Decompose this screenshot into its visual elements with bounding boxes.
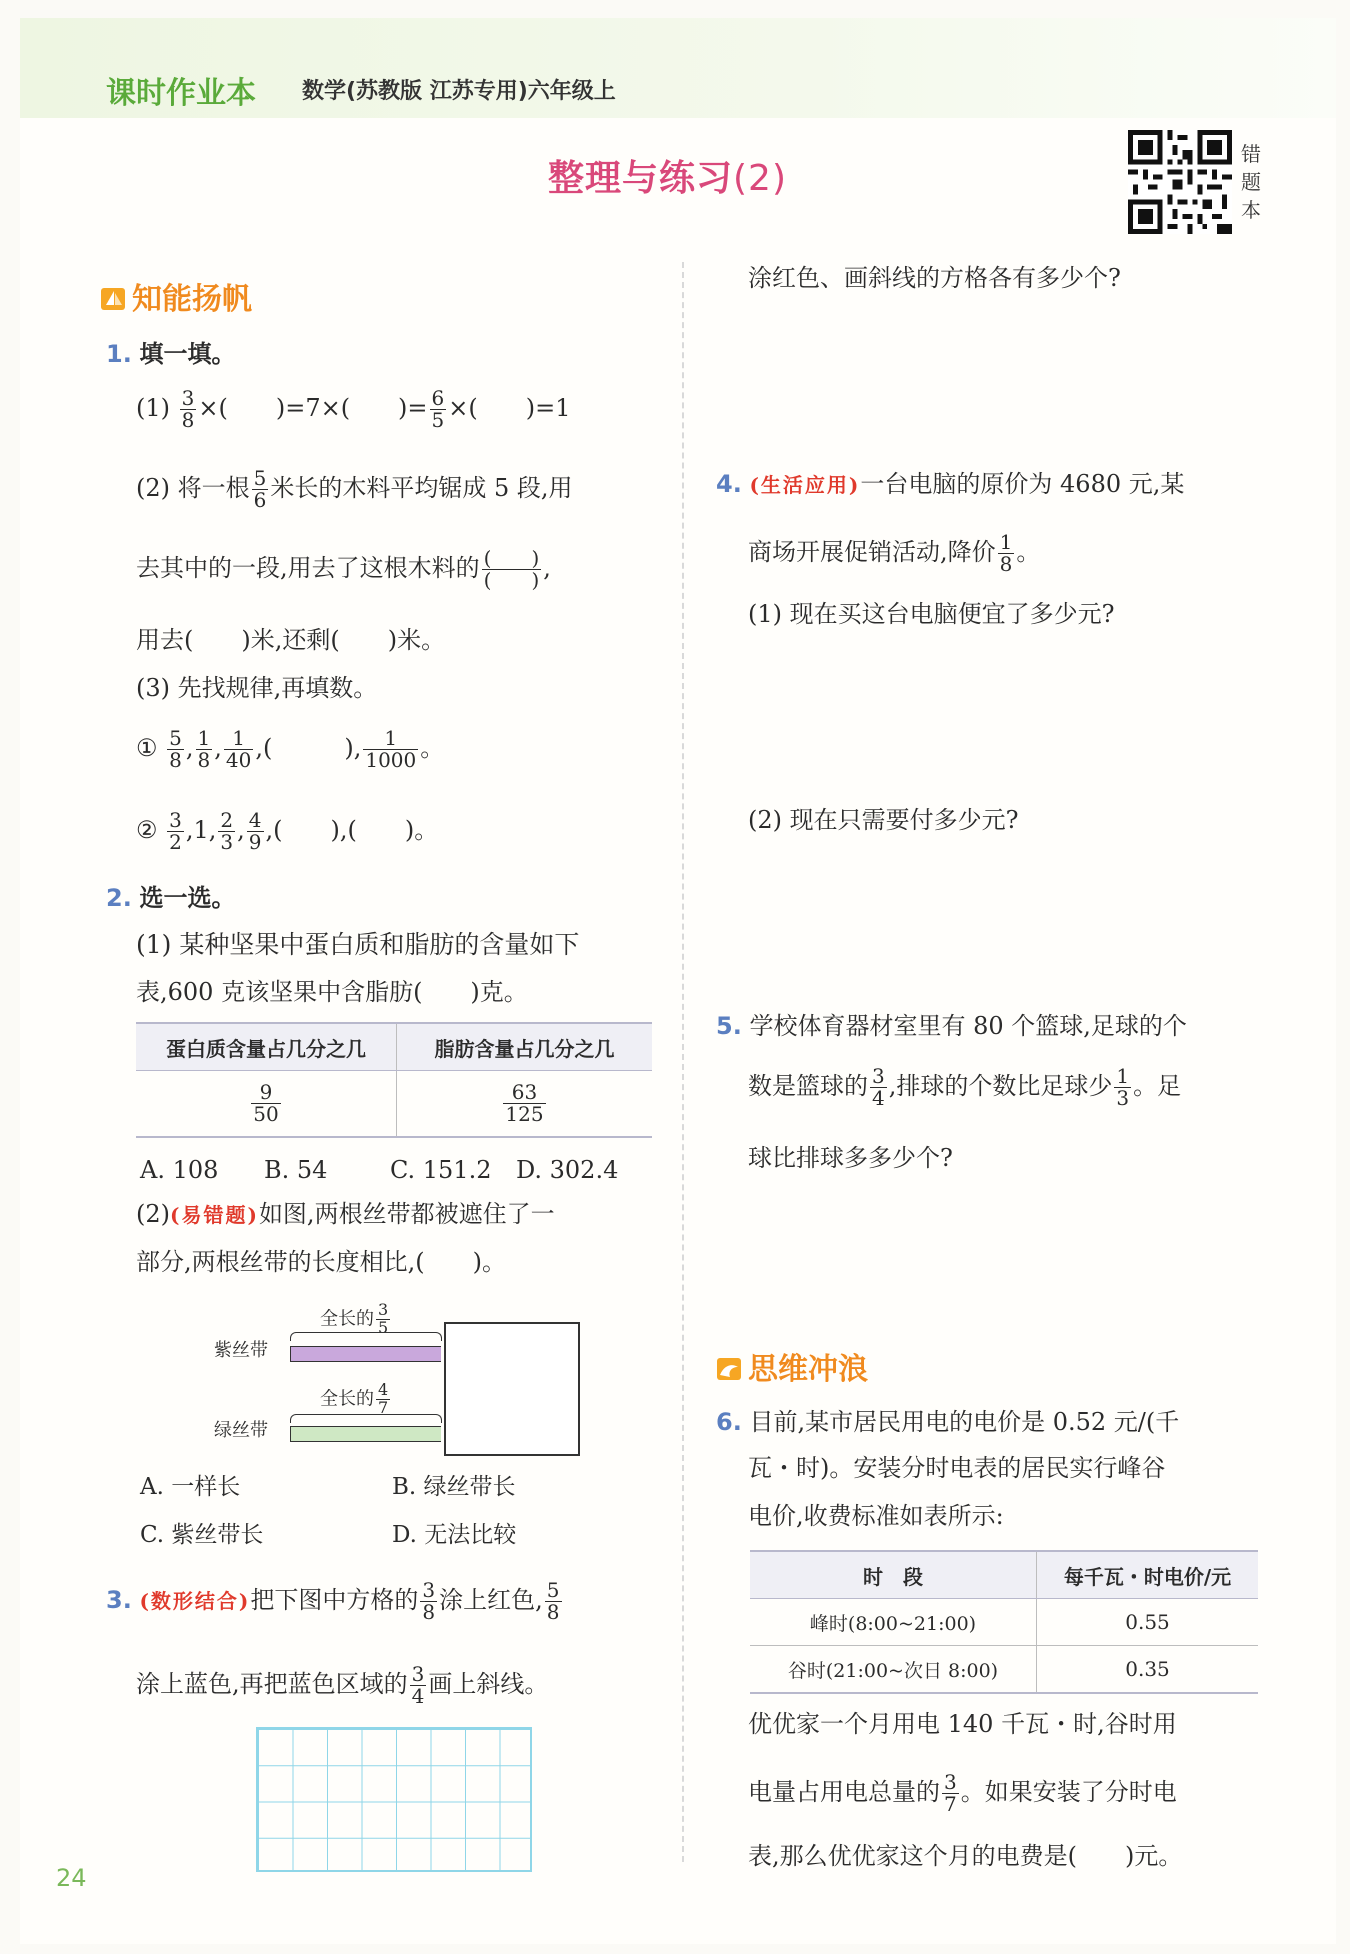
coloring-grid[interactable] [256, 1727, 532, 1872]
column-divider [682, 262, 684, 1862]
q2-part1-line1: (1) 某种坚果中蛋白质和脂肪的含量如下 [136, 930, 580, 959]
q5-number: 5. [716, 1012, 742, 1040]
q6-line3: 电价,收费标准如表所示: [748, 1502, 1004, 1530]
blank-fraction[interactable]: ( ) ( ) [483, 546, 540, 592]
q2-number: 2. [106, 884, 132, 912]
q2-option-c2[interactable]: C. 紫丝带长 [140, 1522, 264, 1548]
table-cell: 0.55 [1037, 1599, 1259, 1646]
q4-sub2: (2) 现在只需要付多少元? [748, 806, 1019, 834]
purple-ribbon-brace [290, 1332, 442, 1341]
q3-number: 3. [106, 1586, 132, 1614]
q4-line2: 商场开展促销活动,降价 $\frac{1}{8}$ 。 [748, 530, 1041, 576]
table-cell: $\frac{63}{125}$ [397, 1071, 653, 1137]
fraction: $\frac{1}{40}$ [225, 726, 252, 772]
fraction: $\frac{5}{6}$ [253, 466, 267, 512]
q2-heading: 2. 选一选。 [106, 884, 236, 912]
wave-icon [716, 1355, 744, 1383]
q2-option-b2[interactable]: B. 绿丝带长 [392, 1474, 516, 1500]
qr-code-icon[interactable] [1128, 130, 1232, 234]
error-prone-tag: (易错题) [170, 1203, 259, 1227]
q2-part2-line1: (2)(易错题)如图,两根丝带都被遮住了一 [136, 1200, 555, 1228]
q1-sequence-1: ① $\frac{5}{8}$ , $\frac{1}{8}$ , $\frac{1}{40}$ ,( ), $\frac{1}{1000}$ 。 [136, 726, 445, 772]
green-ribbon-caption: 全长的 $\frac{4}{7}$ [320, 1380, 389, 1417]
purple-ribbon [290, 1346, 441, 1362]
table-cell: 谷时(21:00~次日 8:00) [750, 1646, 1037, 1694]
q5-line2: 数是篮球的 $\frac{3}{4}$ ,排球的个数比足球少 $\frac{1}{3}$ 。足 [748, 1064, 1182, 1110]
q6-number: 6. [716, 1408, 742, 1436]
green-ribbon [290, 1426, 441, 1442]
fraction: $\frac{2}{3}$ [220, 808, 234, 854]
green-ribbon-brace [290, 1414, 442, 1423]
fraction: $\frac{1}{1000}$ [365, 726, 417, 772]
q5-line3: 球比排球多多少个? [748, 1144, 953, 1172]
table-cell: 0.35 [1037, 1646, 1259, 1694]
table-header: 蛋白质含量占几分之几 [136, 1023, 397, 1071]
q2-part2-line2: 部分,两根丝带的长度相比,( )。 [136, 1248, 506, 1276]
brand-title: 课时作业本 [106, 76, 256, 111]
q3-line2: 涂上蓝色,再把蓝色区域的 $\frac{3}{4}$ 画上斜线。 [136, 1662, 549, 1708]
q2-option-a[interactable]: A. 108 [140, 1156, 219, 1184]
section-heading-knowledge: 知能扬帆 [100, 274, 252, 318]
q2-option-b[interactable]: B. 54 [264, 1156, 328, 1184]
q6-line5: 电量占用电总量的 $\frac{3}{7}$ 。如果安装了分时电 [748, 1770, 1177, 1816]
q1-part2-line1: (2) 将一根 $\frac{5}{6}$ 米长的木料平均锯成 5 段,用 [136, 466, 573, 512]
q1-sequence-2: ② $\frac{3}{2}$ ,1, $\frac{2}{3}$ , $\frac{4}{9}$ ,( ),( )。 [136, 808, 439, 854]
fraction: $\frac{6}{5}$ [431, 386, 445, 432]
q1-part3: (3) 先找规律,再填数。 [136, 674, 378, 702]
cover-box [444, 1322, 580, 1456]
q2-option-c[interactable]: C. 151.2 [390, 1156, 492, 1184]
green-ribbon-label: 绿丝带 [214, 1420, 268, 1441]
page-title: 整理与练习(2) [548, 158, 788, 199]
fraction: $\frac{3}{2}$ [169, 808, 182, 854]
q2-part1-line2: 表,600 克该坚果中含脂肪( )克。 [136, 978, 528, 1006]
q4-number: 4. [716, 470, 742, 498]
q5-line1: 5. 学校体育器材室里有 80 个篮球,足球的个 [716, 1012, 1187, 1040]
sail-icon [100, 285, 128, 313]
q3-continuation: 涂红色、画斜线的方格各有多少个? [748, 264, 1121, 292]
table-cell: 峰时(8:00~21:00) [750, 1599, 1037, 1646]
fraction: $\frac{4}{9}$ [248, 808, 262, 854]
q2-option-d[interactable]: D. 302.4 [516, 1156, 619, 1184]
electricity-price-table [750, 1550, 1258, 1694]
table-cell: $\frac{9}{50}$ [136, 1071, 397, 1137]
wrong-question-book-label: 错 题 本 [1241, 142, 1261, 222]
q6-line1: 6. 目前,某市居民用电的电价是 0.52 元/(千 [716, 1408, 1180, 1436]
ribbon-figure [210, 1290, 590, 1460]
section-heading-thinking: 思维冲浪 [716, 1344, 868, 1388]
q3-line1: 3. (数形结合)把下图中方格的 $\frac{3}{8}$ 涂上红色, $\frac{5}{8}$ [106, 1578, 560, 1624]
q2-option-a2[interactable]: A. 一样长 [140, 1474, 241, 1500]
table-header: 时 段 [750, 1551, 1037, 1599]
q1-heading: 1. 填一填。 [106, 340, 236, 368]
table-header: 脂肪含量占几分之几 [397, 1023, 653, 1071]
table-header: 每千瓦・时电价/元 [1037, 1551, 1259, 1599]
q6-line2: 瓦・时)。安装分时电表的居民实行峰谷 [748, 1454, 1166, 1482]
fraction: $\frac{5}{8}$ [169, 726, 182, 772]
q6-line4: 优优家一个月用电 140 千瓦・时,谷时用 [748, 1710, 1177, 1738]
purple-ribbon-caption: 全长的 $\frac{3}{5}$ [320, 1300, 389, 1337]
q1-number: 1. [106, 340, 132, 368]
life-application-tag: (生活应用) [749, 473, 861, 497]
q1-part2-line2: 去其中的一段,用去了这根木料的 ( ) ( ) , [136, 546, 551, 592]
q2-option-d2[interactable]: D. 无法比较 [392, 1522, 517, 1548]
nut-content-table [136, 1022, 652, 1138]
q1-part2-line3: 用去( )米,还剩( )米。 [136, 626, 446, 654]
purple-ribbon-label: 紫丝带 [214, 1340, 268, 1361]
q1-part1: (1) $\frac{3}{8}$ ×( )=7×( )= $\frac{6}{5}$ ×( )=1 [136, 386, 571, 432]
number-shape-tag: (数形结合) [139, 1589, 251, 1613]
q4-sub1: (1) 现在买这台电脑便宜了多少元? [748, 600, 1115, 628]
q6-line6: 表,那么优优家这个月的电费是( )元。 [748, 1842, 1183, 1870]
subject-line: 数学(苏教版 江苏专用)六年级上 [302, 79, 616, 104]
fraction: $\frac{1}{8}$ [197, 726, 211, 772]
fraction: $\frac{3}{8}$ [181, 386, 195, 432]
page-number: 24 [56, 1864, 87, 1892]
q4-line1: 4. (生活应用)一台电脑的原价为 4680 元,某 [716, 470, 1185, 498]
